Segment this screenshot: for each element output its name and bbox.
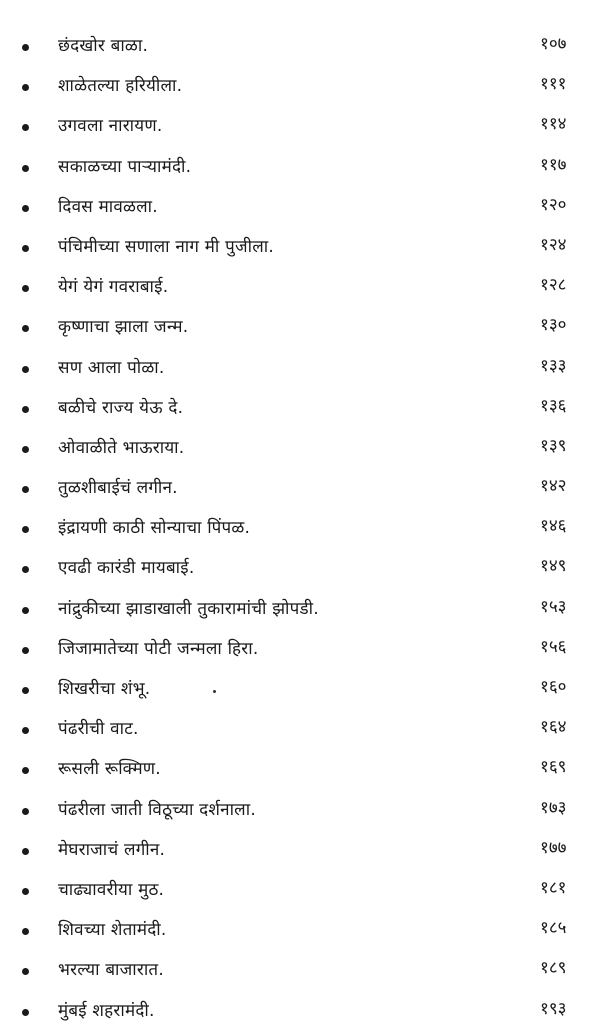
toc-entry-title: तुळशीबाईचं लगीन. (58, 478, 178, 499)
toc-entry (0, 149, 600, 189)
toc-entry (0, 952, 600, 992)
toc-entry (0, 631, 600, 671)
toc-entry-title: पंढरीला जाती विठूच्या दर्शनाला. (58, 799, 256, 820)
toc-entry-page-number: १२० (540, 194, 567, 215)
bullet-icon (22, 647, 29, 654)
bullet-icon (22, 1009, 29, 1016)
toc-entry-page-number: १९३ (540, 998, 567, 1019)
toc-entry-page-number: १२४ (540, 234, 567, 255)
toc-entry-title: शिवच्या शेतामंदी. (58, 920, 167, 941)
bullet-icon (22, 968, 29, 975)
toc-entry-page-number: १११ (540, 74, 567, 95)
toc-entry (0, 751, 600, 791)
toc-entry-title: पंचिमीच्या सणाला नाग मी पुजीला. (58, 236, 274, 257)
toc-entry-page-number: १३६ (540, 395, 567, 416)
toc-entry (0, 993, 600, 1033)
bullet-icon (22, 486, 29, 493)
bullet-icon (22, 84, 29, 91)
bullet-icon (22, 687, 29, 694)
toc-entry-page-number: १३० (540, 315, 567, 336)
toc-entry-page-number: ११७ (540, 154, 567, 175)
toc-entry-title: पंढरीची वाट. (58, 719, 139, 740)
toc-entry (0, 792, 600, 832)
toc-entry (0, 350, 600, 390)
toc-entry (0, 711, 600, 751)
toc-entry-page-number: १३९ (540, 435, 567, 456)
toc-entry-title: एवढी कारंडी मायबाई. (58, 558, 195, 579)
toc-entry-page-number: १२८ (540, 275, 567, 296)
toc-entry-page-number: १८१ (540, 877, 567, 898)
bullet-icon (22, 285, 29, 292)
toc-entry (0, 591, 600, 631)
toc-entry (0, 550, 600, 590)
toc-entry (0, 430, 600, 470)
toc-entry (0, 309, 600, 349)
toc-entry-page-number: १०७ (540, 34, 567, 54)
bullet-icon (22, 888, 29, 895)
bullet-icon (22, 205, 29, 212)
toc-entry (0, 510, 600, 550)
bullet-icon (22, 165, 29, 172)
toc-entry-title: मेघराजाचं लगीन. (58, 839, 166, 860)
toc-entry-page-number: १५६ (540, 636, 567, 657)
toc-entry-title: जिजामातेच्या पोटी जन्मला हिरा. (58, 638, 259, 659)
bullet-icon (22, 928, 29, 935)
table-of-contents (0, 28, 600, 1033)
bullet-icon (22, 727, 29, 734)
toc-entry-title: कृष्णाचा झाला जन्म. (58, 317, 189, 338)
toc-entry-page-number: १८९ (540, 958, 567, 979)
toc-entry-title: येगं येगं गवराबाई. (58, 277, 169, 298)
toc-entry-page-number: १५३ (540, 596, 567, 617)
toc-entry-title: सण आला पोळा. (58, 357, 165, 378)
toc-entry (0, 269, 600, 309)
toc-entry-title: ओवाळीते भाऊराया. (58, 437, 185, 458)
toc-entry-page-number: १४९ (540, 556, 567, 577)
toc-entry-title: इंद्रायणी काठी सोन्याचा पिंपळ. (58, 518, 251, 539)
toc-entry (0, 108, 600, 148)
toc-entry (0, 189, 600, 229)
toc-entry-title: शिखरीचा शंभू. (58, 679, 151, 699)
toc-entry (0, 470, 600, 510)
toc-entry-page-number: ११४ (540, 114, 567, 135)
toc-entry (0, 68, 600, 108)
toc-entry-title: दिवस मावळला. (58, 196, 158, 217)
bullet-icon (22, 526, 29, 533)
bullet-icon (22, 124, 29, 131)
toc-entry (0, 872, 600, 912)
toc-entry-page-number: १६४ (540, 717, 567, 738)
bullet-icon (22, 44, 29, 51)
toc-entry-title: शाळेतल्या हरियीला. (58, 76, 183, 97)
bullet-icon (22, 607, 29, 614)
toc-entry-title: नांद्रुकीच्या झाडाखाली तुकारामांची झोपडी. (58, 598, 319, 619)
toc-entry-page-number: १६० (540, 677, 567, 697)
toc-entry-title: बळीचे राज्य येऊ दे. (58, 397, 184, 418)
toc-entry-page-number: १३३ (540, 355, 567, 376)
toc-entry (0, 390, 600, 430)
toc-entry (0, 912, 600, 952)
toc-entry (0, 229, 600, 269)
bullet-icon (22, 245, 29, 252)
bullet-icon (22, 406, 29, 413)
toc-entry-title: उगवला नारायण. (58, 116, 163, 137)
toc-entry-title: सकाळच्या पाऱ्यामंदी. (58, 156, 192, 177)
toc-entry-title: मुंबई शहरामंदी. (58, 1000, 155, 1021)
bullet-icon (22, 808, 29, 815)
bullet-icon (22, 366, 29, 373)
print-speck (213, 690, 216, 693)
toc-entry-title: भरल्या बाजारात. (58, 960, 164, 981)
toc-entry-page-number: १८५ (540, 918, 567, 939)
bullet-icon (22, 767, 29, 774)
toc-entry (0, 832, 600, 872)
toc-entry-title: छंदखोर बाळा. (58, 36, 149, 56)
toc-entry-page-number: १७३ (540, 797, 567, 818)
bullet-icon (22, 566, 29, 573)
bullet-icon (22, 325, 29, 332)
toc-entry-page-number: १४२ (540, 476, 567, 497)
toc-entry (0, 671, 600, 711)
toc-entry (0, 28, 600, 68)
bullet-icon (22, 446, 29, 453)
toc-entry-page-number: १६९ (540, 757, 567, 778)
bullet-icon (22, 848, 29, 855)
toc-entry-page-number: १४६ (540, 516, 567, 537)
toc-entry-page-number: १७७ (540, 837, 567, 858)
toc-entry-title: रूसली रूक्मिण. (58, 759, 161, 780)
toc-entry-title: चाढ्यावरीया मुठ. (58, 879, 165, 900)
